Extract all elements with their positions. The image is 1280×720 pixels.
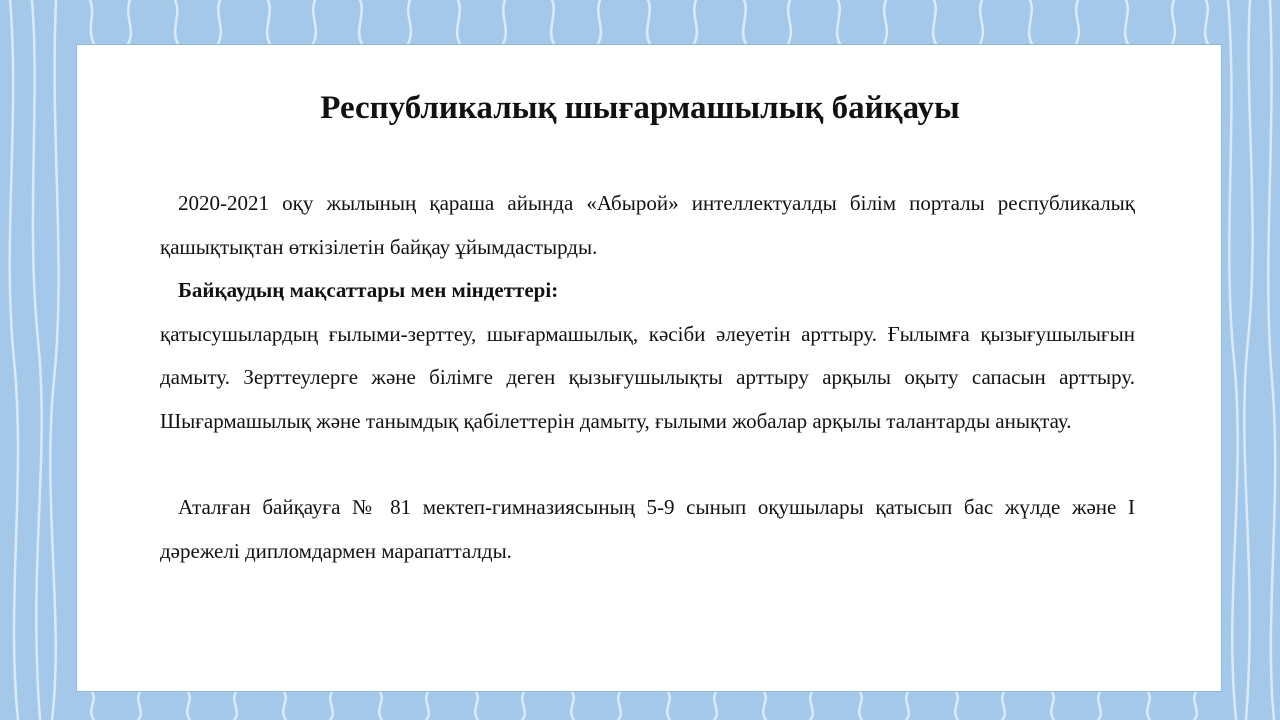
goals-heading: Байқаудың мақсаттары мен міндеттері: (178, 278, 559, 302)
result-paragraph: Аталған байқауға № 81 мектеп-гимназиясының 5-9 сынып оқушылары қатысып бас жүлде және І дәрежелі дипломдармен марапатталды. (160, 495, 1135, 563)
slide-content (160, 182, 1135, 573)
goals-paragraph: қатысушылардың ғылыми-зерттеу, шығармашылық, кәсіби әлеуетін арттыру. Ғылымға қызығушылығын дамыту. Зерттеулерге және білімге деген қызығушылықты арттыру арқылы оқыту сапасын арттыру. Шығармашылық және танымдық қабілеттерін дамыту, ғылыми жобалар арқылы талантарды анықтау. (160, 321, 1135, 433)
paragraph-spacer (160, 443, 1135, 486)
intro-paragraph: 2020-2021 оқу жылының қараша айында «Абырой» интеллектуалды білім порталы республикалық қашықтықтан өткізілетін байқау ұйымдастырды. (160, 191, 1135, 259)
slide-title: Республикалық шығармашылық байқауы (320, 90, 960, 126)
